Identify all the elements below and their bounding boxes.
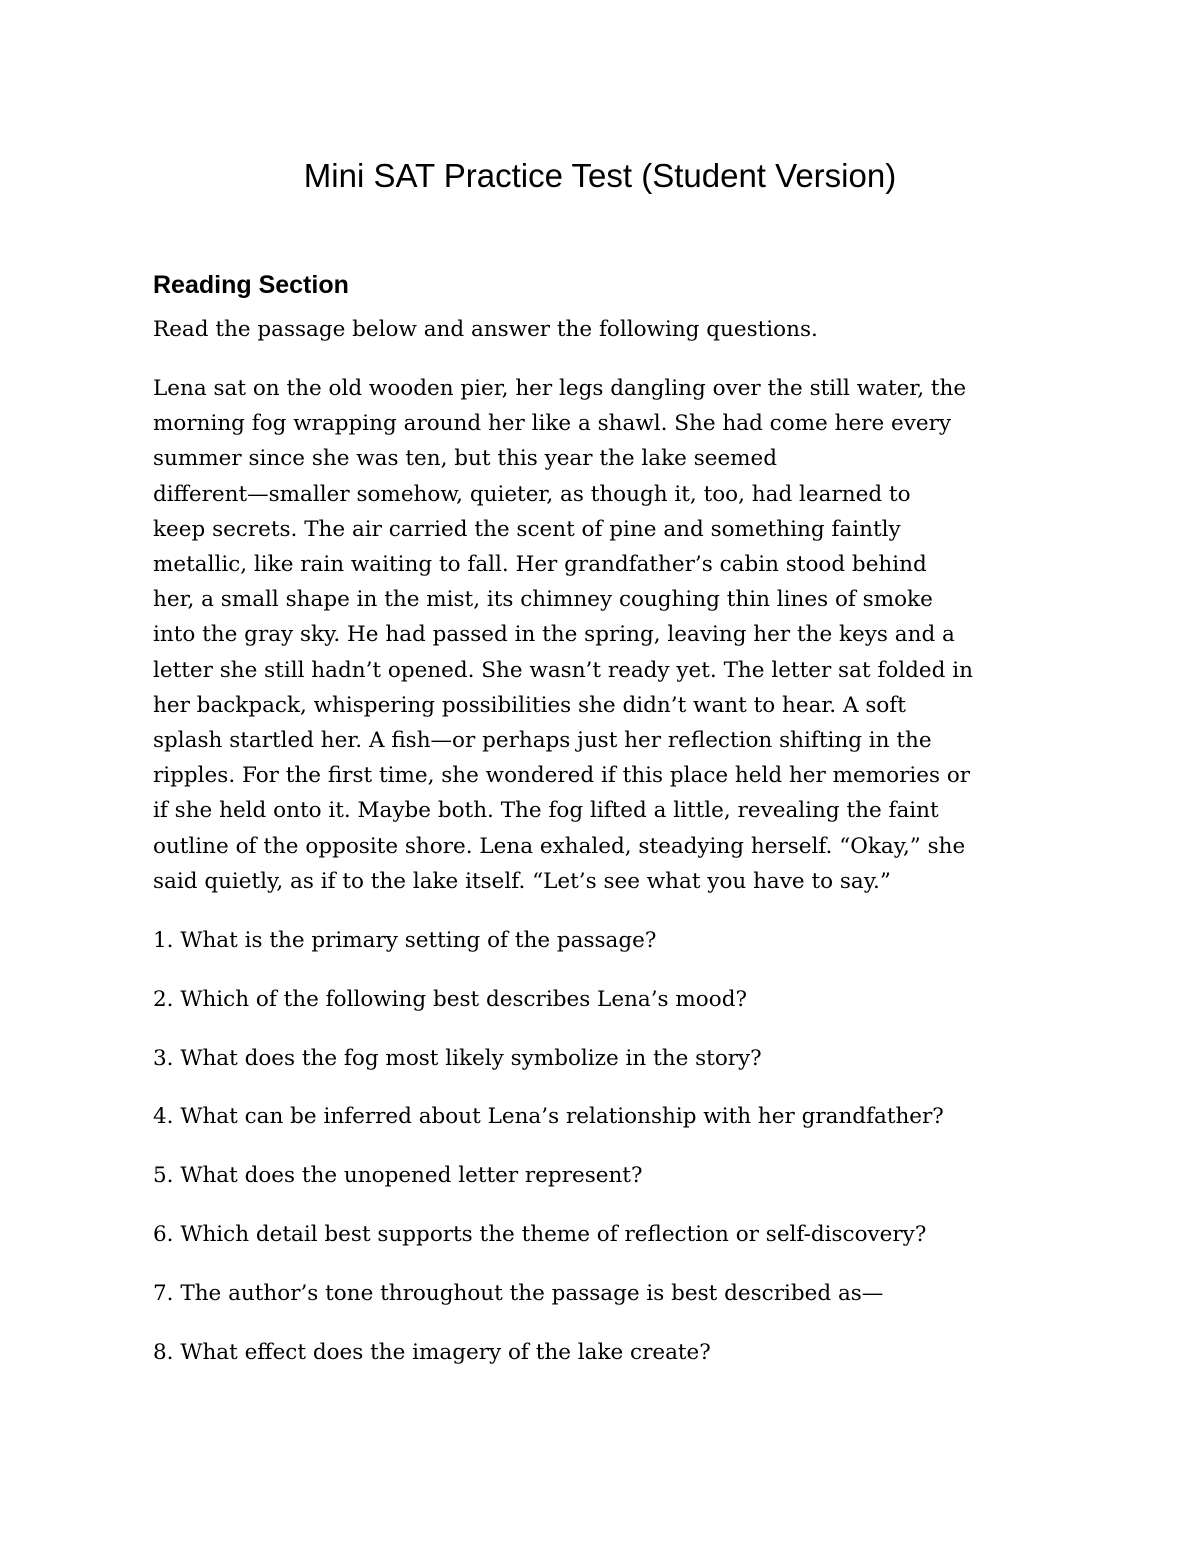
- passage-line: outline of the opposite shore. Lena exhaled, steadying herself. “Okay,” she: [153, 833, 966, 859]
- passage-line: letter she still hadn’t opened. She wasn’t ready yet. The letter sat folded in: [153, 657, 973, 683]
- question-item: 8. What effect does the imagery of the lake create?: [153, 1339, 711, 1365]
- passage-line: summer since she was ten, but this year the lake seemed: [153, 446, 778, 472]
- passage-line: metallic, like rain waiting to fall. Her grandfather’s cabin stood behind: [153, 552, 927, 578]
- document-title: Mini SAT Practice Test (Student Version): [303, 157, 897, 194]
- question-item: 7. The author’s tone throughout the passage is best described as—: [153, 1280, 884, 1306]
- question-item: 5. What does the unopened letter represent?: [153, 1163, 643, 1189]
- passage-line: her, a small shape in the mist, its chimney coughing thin lines of smoke: [153, 587, 933, 613]
- question-item: 2. Which of the following best describes Lena’s mood?: [153, 986, 747, 1012]
- reading-passage: [153, 371, 1058, 899]
- instruction-text: Read the passage below and answer the following questions.: [153, 317, 818, 342]
- passage-line: if she held onto it. Maybe both. The fog lifted a little, revealing the faint: [153, 798, 939, 824]
- passage-line: said quietly, as if to the lake itself. “Let’s see what you have to say.”: [153, 868, 891, 894]
- section-heading: Reading Section: [153, 271, 349, 299]
- passage-line: morning fog wrapping around her like a shawl. She had come here every: [153, 411, 952, 437]
- passage-line: splash startled her. A fish—or perhaps just her reflection shifting in the: [153, 728, 932, 754]
- question-item: 3. What does the fog most likely symbolize in the story?: [153, 1045, 762, 1071]
- passage-line: into the gray sky. He had passed in the spring, leaving her the keys and a: [153, 622, 955, 648]
- question-item: 6. Which detail best supports the theme of reflection or self-discovery?: [153, 1221, 927, 1247]
- question-item: 4. What can be inferred about Lena’s relationship with her grandfather?: [153, 1104, 944, 1130]
- question-list: [153, 923, 1058, 1393]
- passage-line: ripples. For the first time, she wondered if this place held her memories or: [153, 763, 971, 789]
- question-item: 1. What is the primary setting of the passage?: [153, 928, 657, 953]
- passage-line: her backpack, whispering possibilities she didn’t want to hear. A soft: [153, 692, 906, 718]
- passage-line: Lena sat on the old wooden pier, her legs dangling over the still water, the: [153, 376, 967, 401]
- passage-line: different—smaller somehow, quieter, as though it, too, had learned to: [153, 481, 911, 507]
- passage-line: keep secrets. The air carried the scent of pine and something faintly: [153, 516, 901, 542]
